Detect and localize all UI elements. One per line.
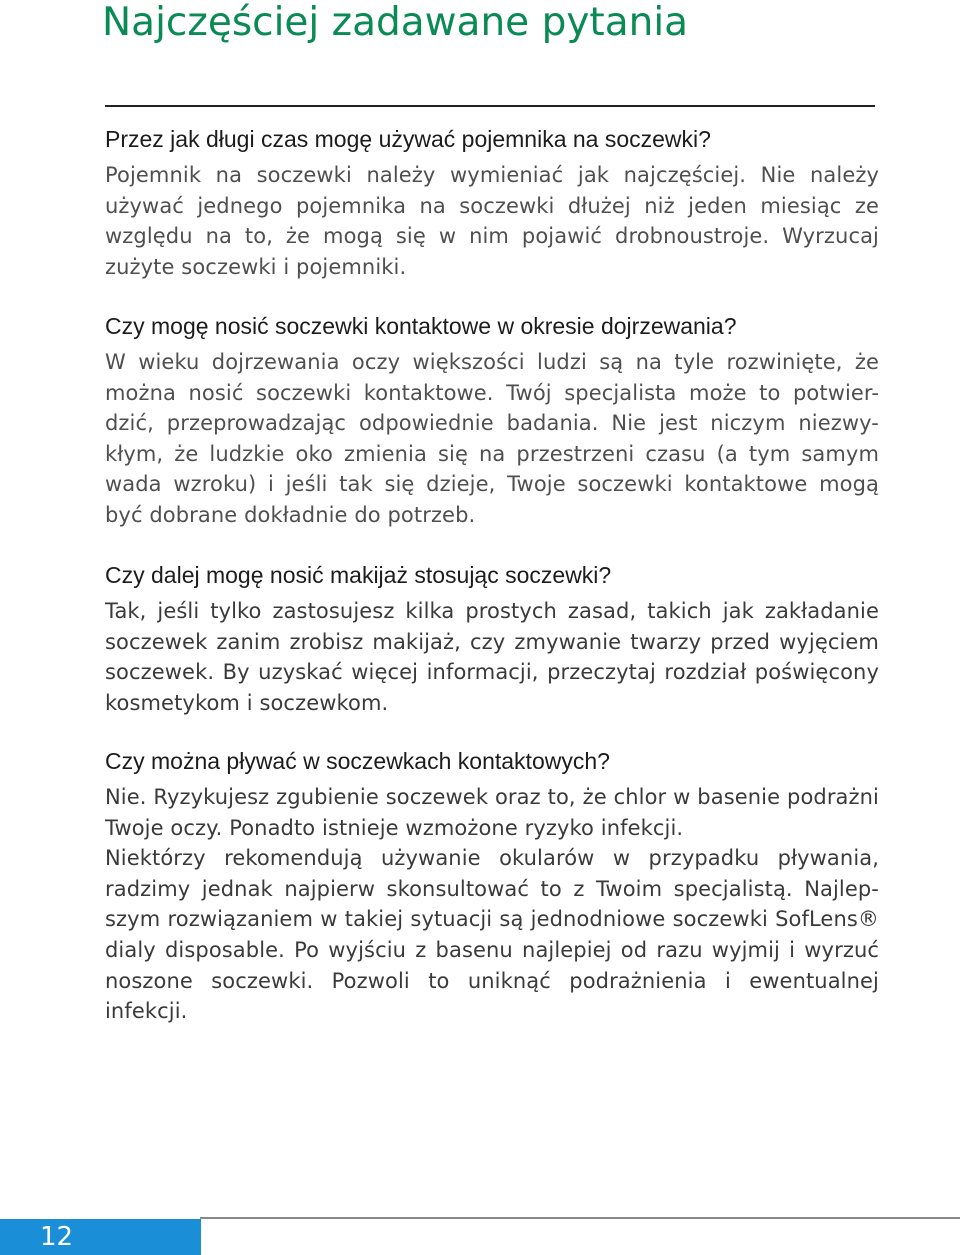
answer-line: dzić, przeprowadzając odpowiednie badania. Nie jest niczym niezwy- (105, 411, 879, 436)
faq-item-makeup (105, 560, 879, 718)
answer-line: noszone soczewki. Pozwoli to uniknąć podrażnienia i ewentualnej infekcji. (105, 968, 879, 1024)
answer-line: radzimy jednak najpierw skonsultować to z Twoim specjalistą. Najlep- (105, 876, 879, 901)
faq-answer (105, 596, 879, 718)
answer-line: szym rozwiązaniem w takiej sytuacji są jednodniowe soczewki SofLens® (105, 907, 879, 932)
answer-line: Twoje oczy. Ponadto istnieje wzmożone ryzyko infekcji. (105, 815, 684, 840)
page-number: 12 (40, 1222, 74, 1252)
faq-answer (105, 347, 879, 531)
faq-question: Czy dalej mogę nosić makijaż stosując soczewki? (105, 562, 612, 588)
page-number-box (0, 1219, 201, 1255)
faq-item-puberty (105, 311, 879, 531)
answer-line: soczewek zanim zrobisz makijaż, czy zmywanie twarzy przed wyjęciem (105, 629, 879, 654)
answer-line: względu na to, że mogą się w nim pojawić drobnoustroje. Wyrzucaj (105, 224, 879, 249)
answer-line: Nie. Ryzykujesz zgubienie soczewek oraz to, że chlor w basenie podrażni (105, 785, 879, 809)
page-title: Najczęściej zadawane pytania (102, 0, 689, 45)
title-divider (105, 105, 875, 107)
faq-question: Czy mogę nosić soczewki kontaktowe w okresie dojrzewania? (105, 313, 737, 339)
faq-answer (105, 782, 879, 1027)
footer-divider (200, 1217, 960, 1219)
answer-line: można nosić soczewki kontaktowe. Twój specjalista może to potwier- (105, 380, 879, 405)
answer-line: zużyte soczewki i pojemniki. (105, 254, 407, 279)
answer-line: Niektórzy rekomendują używanie okularów w przypadku pływania, (105, 846, 879, 871)
answer-line: używać jednego pojemnika na soczewki dłużej niż jeden miesiąc ze (105, 193, 879, 218)
faq-question: Czy można pływać w soczewkach kontaktowych? (105, 748, 610, 774)
faq-item-lens-case (105, 124, 879, 282)
faq-item-swimming (105, 746, 879, 1027)
answer-line: wada wzroku) i jeśli tak się dzieje, Twoje soczewki kontaktowe mogą (105, 472, 879, 497)
answer-line: Pojemnik na soczewki należy wymieniać jak najczęściej. Nie należy (105, 163, 879, 187)
answer-line: kosmetykom i soczewkom. (105, 690, 389, 715)
answer-line: być dobrane dokładnie do potrzeb. (105, 502, 476, 527)
answer-line: soczewek. By uzyskać więcej informacji, przeczytaj rozdział poświęcony (105, 660, 879, 685)
faq-question: Przez jak długi czas mogę używać pojemnika na soczewki? (105, 126, 711, 152)
answer-line: kłym, że ludzkie oko zmienia się na przestrzeni czasu (a tym samym (105, 441, 879, 466)
answer-line: W wieku dojrzewania oczy większości ludzi są na tyle rozwinięte, że (105, 350, 879, 374)
answer-line: Tak, jeśli tylko zastosujesz kilka prostych zasad, takich jak zakładanie (105, 599, 879, 623)
answer-line: dialy disposable. Po wyjściu z basenu najlepiej od razu wyjmij i wyrzuć (105, 937, 879, 962)
faq-answer (105, 160, 879, 282)
